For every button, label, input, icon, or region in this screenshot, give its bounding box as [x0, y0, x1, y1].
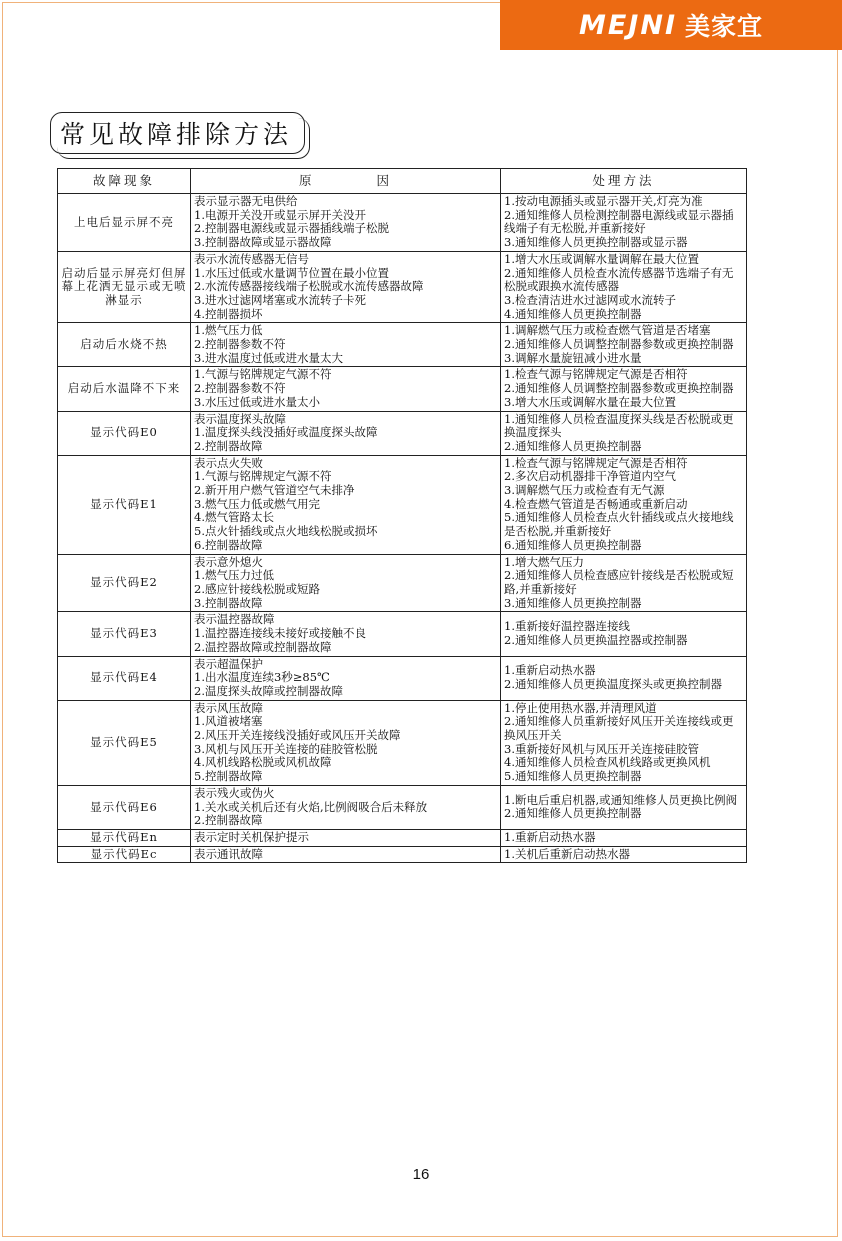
cause-line: 3.水压过低或进水量太小 — [194, 394, 320, 409]
fault-symptom: 显示代码Ec — [58, 846, 191, 863]
fault-causes — [191, 829, 501, 846]
fix-line: 4.通知维修人员更换控制器 — [504, 306, 642, 321]
fix-line: 2.多次启动机器排干净管道内空气 — [504, 469, 676, 484]
fault-symptom: 显示代码E5 — [58, 700, 191, 785]
fault-fixes — [501, 700, 747, 785]
fault-causes — [191, 411, 501, 455]
fault-fixes — [501, 829, 747, 846]
fault-symptom: 显示代码E0 — [58, 411, 191, 455]
fault-fixes — [501, 846, 747, 863]
brand-logo-latin: MEJNI — [578, 9, 677, 41]
cause-line: 4.控制器损坏 — [194, 306, 263, 321]
cause-line: 3.控制器故障 — [194, 595, 263, 610]
cause-line: 4.风机线路松脱或风机故障 — [194, 755, 332, 770]
header-cause: 原 因 — [191, 169, 501, 194]
fault-fixes — [501, 455, 747, 554]
table-row — [58, 785, 747, 829]
cause-line: 5.控制器故障 — [194, 769, 263, 784]
fault-causes — [191, 367, 501, 411]
cause-line: 3.进水温度过低或进水量太大 — [194, 350, 343, 365]
fault-fixes — [501, 656, 747, 700]
fault-symptom: 显示代码E1 — [58, 455, 191, 554]
fix-line: 1.检查气源与铭牌规定气源是否相符 — [504, 367, 688, 382]
cause-line: 表示水流传感器无信号 — [194, 251, 309, 266]
cause-line: 1.气源与铭牌规定气源不符 — [194, 367, 332, 382]
cause-line: 2.风压开关连接线没插好或风压开关故障 — [194, 728, 401, 743]
fix-line: 2.通知维修人员更换控制器 — [504, 806, 642, 821]
fix-line: 2.通知维修人员检测控制器电源线或显示器插线端子有无松脱,并重新接好 — [504, 207, 734, 236]
troubleshooting-table — [57, 168, 747, 863]
cause-line: 2.控制器参数不符 — [194, 381, 286, 396]
fix-line: 6.通知维修人员更换控制器 — [504, 537, 642, 552]
fix-line: 2.通知维修人员更换温度探头或更换控制器 — [504, 677, 722, 692]
cause-line: 2.水流传感器接线端子松脱或水流传感器故障 — [194, 279, 424, 294]
cause-line: 1.温度探头线没插好或温度探头故障 — [194, 425, 378, 440]
cause-line: 2.控制器参数不符 — [194, 337, 286, 352]
fix-line: 3.调解燃气压力或检查有无气源 — [504, 483, 665, 498]
fix-line: 2.通知维修人员调整控制器参数或更换控制器 — [504, 337, 734, 352]
cause-line: 表示显示器无电供给 — [194, 194, 298, 208]
cause-line: 5.点火针插线或点火地线松脱或损坏 — [194, 524, 378, 539]
cause-line: 1.风道被堵塞 — [194, 714, 263, 729]
fix-line: 2.通知维修人员检查感应针接线是否松脱或短路,并重新接好 — [504, 568, 734, 596]
fix-line: 3.检查清洁进水过滤网或水流转子 — [504, 292, 676, 307]
cause-line: 表示风压故障 — [194, 700, 263, 715]
fault-fixes — [501, 785, 747, 829]
fix-line: 1.停止使用热水器,并清理风道 — [504, 700, 657, 715]
table-row — [58, 411, 747, 455]
fix-line: 1.通知维修人员检查温度探头线是否松脱或更换温度探头 — [504, 411, 734, 440]
cause-line: 表示温控器故障 — [194, 612, 275, 627]
fix-line: 2.通知维修人员调整控制器参数或更换控制器 — [504, 381, 734, 396]
fix-line: 1.调解燃气压力或检查燃气管道是否堵塞 — [504, 323, 711, 338]
table-row — [58, 554, 747, 612]
header-fix: 处理方法 — [501, 169, 747, 194]
fix-line: 1.检查气源与铭牌规定气源是否相符 — [504, 455, 688, 470]
table-row — [58, 846, 747, 863]
cause-line: 1.出水温度连续3秒≥85℃ — [194, 670, 330, 685]
cause-line: 1.关水或关机后还有火焰,比例阀吸合后未释放 — [194, 799, 428, 814]
table-row — [58, 194, 747, 252]
fault-causes — [191, 785, 501, 829]
cause-line: 1.水压过低或水量调节位置在最小位置 — [194, 265, 389, 280]
fault-symptom: 启动后水温降不下来 — [58, 367, 191, 411]
cause-line: 表示通讯故障 — [194, 846, 263, 861]
fix-line: 1.重新接好温控器连接线 — [504, 619, 630, 634]
fault-causes — [191, 656, 501, 700]
table-row — [58, 656, 747, 700]
cause-line: 4.燃气管路太长 — [194, 510, 274, 525]
fault-causes — [191, 612, 501, 656]
fault-causes — [191, 554, 501, 612]
cause-line: 2.控制器故障 — [194, 438, 263, 453]
cause-line: 2.新开用户燃气管道空气未排净 — [194, 483, 355, 498]
fix-line: 2.通知维修人员更换温控器或控制器 — [504, 632, 688, 647]
cause-line: 2.控制器电源线或显示器插线端子松脱 — [194, 221, 389, 236]
fault-symptom: 显示代码E4 — [58, 656, 191, 700]
table-row — [58, 251, 747, 323]
fault-fixes — [501, 554, 747, 612]
fault-fixes — [501, 323, 747, 367]
brand-logo — [500, 0, 842, 50]
fault-symptom: 启动后水烧不热 — [58, 323, 191, 367]
fix-line: 3.重新接好风机与风压开关连接硅胶管 — [504, 741, 699, 756]
fix-line: 2.通知维修人员检查水流传感器节选端子有无松脱或跟换水流传感器 — [504, 265, 734, 294]
fix-line: 3.调解水量旋钮减小进水量 — [504, 350, 642, 365]
brand-logo-chinese: 美家宜 — [685, 12, 764, 41]
cause-line: 表示超温保护 — [194, 656, 263, 671]
fault-causes — [191, 323, 501, 367]
fault-symptom: 显示代码E3 — [58, 612, 191, 656]
header-symptom: 故障现象 — [58, 169, 191, 194]
cause-line: 表示意外熄火 — [194, 554, 263, 569]
fix-line: 2.通知维修人员重新接好风压开关连接线或更换风压开关 — [504, 714, 734, 743]
fix-line: 1.重新启动热水器 — [504, 663, 596, 678]
fault-causes — [191, 194, 501, 252]
table-row — [58, 323, 747, 367]
cause-line: 3.燃气压力低或燃气用完 — [194, 496, 320, 511]
fix-line: 1.断电后重启机器,或通知维修人员更换比例阀 — [504, 792, 738, 807]
cause-line: 表示残火或伪火 — [194, 785, 275, 800]
fix-line: 2.通知维修人员更换控制器 — [504, 438, 642, 453]
page-number: 16 — [412, 1166, 430, 1183]
cause-line: 6.控制器故障 — [194, 537, 263, 552]
cause-line: 2.控制器故障 — [194, 813, 263, 828]
fault-fixes — [501, 411, 747, 455]
table-row — [58, 700, 747, 785]
fault-fixes — [501, 251, 747, 323]
fault-fixes — [501, 367, 747, 411]
table-row — [58, 367, 747, 411]
cause-line: 1.温控器连接线未接好或接触不良 — [194, 626, 366, 641]
fault-symptom: 上电后显示屏不亮 — [58, 194, 191, 252]
fix-line: 1.增大燃气压力 — [504, 554, 584, 569]
fix-line: 4.通知维修人员检查风机线路或更换风机 — [504, 755, 711, 770]
cause-line: 1.燃气压力低 — [194, 323, 263, 338]
fix-line: 4.检查燃气管道是否畅通或重新启动 — [504, 496, 688, 511]
fix-line: 3.增大水压或调解水量在最大位置 — [504, 394, 676, 409]
fault-fixes — [501, 194, 747, 252]
cause-line: 2.温度探头故障或控制器故障 — [194, 683, 343, 698]
fault-causes — [191, 455, 501, 554]
fix-line: 3.通知维修人员更换控制器或显示器 — [504, 235, 688, 250]
table-row — [58, 829, 747, 846]
fault-symptom: 显示代码E6 — [58, 785, 191, 829]
fix-line: 1.按动电源插头或显示器开关,灯亮为准 — [504, 194, 703, 208]
page-title: 常见故障排除方法 — [60, 120, 293, 149]
cause-line: 3.控制器故障或显示器故障 — [194, 235, 332, 250]
cause-line: 表示温度探头故障 — [194, 411, 286, 426]
fix-line: 3.通知维修人员更换控制器 — [504, 595, 642, 610]
fix-line: 1.关机后重新启动热水器 — [504, 846, 630, 861]
fault-causes — [191, 700, 501, 785]
page-title-box — [50, 112, 305, 154]
cause-line: 1.电源开关没开或显示屏开关没开 — [194, 207, 366, 222]
fault-symptom: 显示代码E2 — [58, 554, 191, 612]
fault-causes — [191, 846, 501, 863]
cause-line: 2.温控器故障或控制器故障 — [194, 639, 332, 654]
cause-line: 表示定时关机保护提示 — [194, 829, 309, 844]
fix-line: 5.通知维修人员检查点火针插线或点火接地线是否松脱,并重新接好 — [504, 510, 734, 539]
fix-line: 5.通知维修人员更换控制器 — [504, 769, 642, 784]
table-row — [58, 612, 747, 656]
fault-causes — [191, 251, 501, 323]
table-header-row — [58, 169, 747, 194]
cause-line: 3.风机与风压开关连接的硅胶管松脱 — [194, 741, 378, 756]
fault-fixes — [501, 612, 747, 656]
fix-line: 1.增大水压或调解水量调解在最大位置 — [504, 251, 699, 266]
fault-symptom: 显示代码En — [58, 829, 191, 846]
table-row — [58, 455, 747, 554]
cause-line: 1.气源与铭牌规定气源不符 — [194, 469, 332, 484]
cause-line: 1.燃气压力过低 — [194, 568, 274, 583]
fault-symptom: 启动后显示屏亮灯但屏幕上花洒无显示或无喷淋显示 — [58, 251, 191, 323]
cause-line: 3.进水过滤网堵塞或水流转子卡死 — [194, 292, 366, 307]
cause-line: 表示点火失败 — [194, 455, 263, 470]
fix-line: 1.重新启动热水器 — [504, 829, 596, 844]
cause-line: 2.感应针接线松脱或短路 — [194, 581, 320, 596]
